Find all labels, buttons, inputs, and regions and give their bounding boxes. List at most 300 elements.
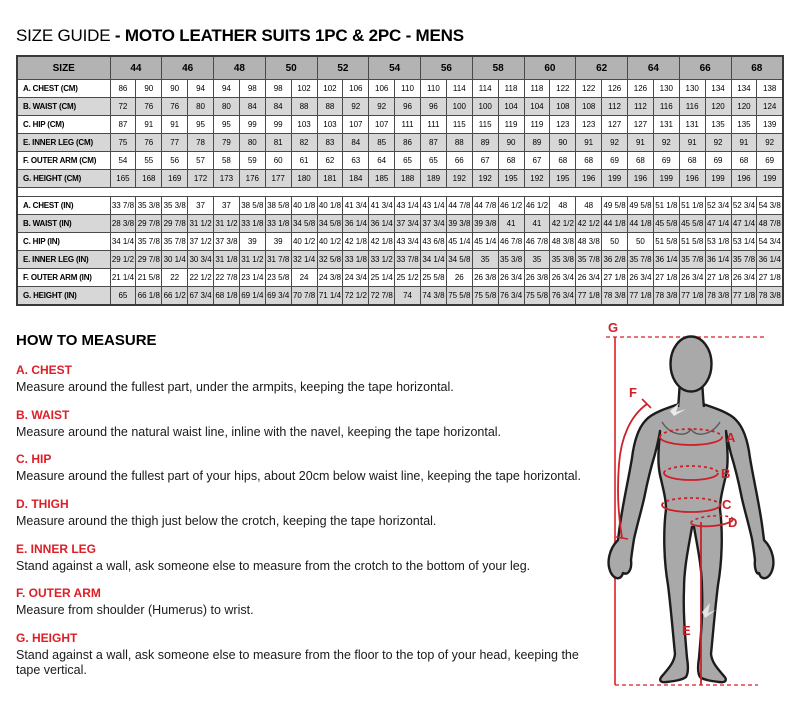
measurement-cell: 66 1/2 — [162, 287, 188, 306]
measurement-cell: 106 — [369, 80, 395, 98]
measurement-cell: 115 — [472, 116, 498, 134]
size-header: 64 — [628, 56, 680, 80]
measurement-cell: 67 3/4 — [188, 287, 214, 306]
measurement-cell: 130 — [653, 80, 679, 98]
measurement-cell: 46 7/8 — [498, 233, 524, 251]
measurement-cell: 35 3/8 — [162, 197, 188, 215]
measurement-cell: 81 — [265, 134, 291, 152]
table-row — [17, 116, 783, 134]
measurement-cell: 126 — [628, 80, 654, 98]
measure-item-text: Measure around the fullest part of your hips, about 20cm below waist line, keeping the tape horizontal. — [16, 469, 581, 484]
measurement-cell: 102 — [317, 80, 343, 98]
measurement-cell: 177 — [265, 170, 291, 188]
measurement-cell: 196 — [628, 170, 654, 188]
measurement-cell: 192 — [472, 170, 498, 188]
measurement-cell: 181 — [317, 170, 343, 188]
measurement-cell: 112 — [602, 98, 628, 116]
measurement-cell: 127 — [628, 116, 654, 134]
measurement-cell: 107 — [369, 116, 395, 134]
measurement-cell: 48 — [550, 197, 576, 215]
figure-head — [671, 337, 712, 392]
measurement-cell: 50 — [602, 233, 628, 251]
measurement-cell: 176 — [239, 170, 265, 188]
measurement-cell: 96 — [395, 98, 421, 116]
measurement-cell: 89 — [472, 134, 498, 152]
row-label: C. HIP (CM) — [17, 116, 110, 134]
measurement-cell: 47 1/4 — [731, 215, 757, 233]
measure-item-text: Stand against a wall, ask someone else to measure from the floor to the top of your head, keeping the tape vertical. — [16, 647, 579, 678]
measurement-cell: 32 5/8 — [317, 251, 343, 269]
measurement-cell: 40 1/2 — [291, 233, 317, 251]
measurement-cell: 68 — [550, 152, 576, 170]
measurement-cell: 37 3/4 — [421, 215, 447, 233]
measurement-cell: 78 3/8 — [602, 287, 628, 306]
measurement-cell: 25 1/4 — [369, 269, 395, 287]
row-label: C. HIP (IN) — [17, 233, 110, 251]
measurement-cell: 26 3/4 — [731, 269, 757, 287]
measurement-cell: 188 — [395, 170, 421, 188]
measurement-cell: 34 5/8 — [446, 251, 472, 269]
measurement-cell: 82 — [291, 134, 317, 152]
measure-item-label: F. OUTER ARM — [16, 586, 101, 601]
measure-item-label: C. HIP — [16, 452, 52, 467]
row-label: F. OUTER ARM (CM) — [17, 152, 110, 170]
measurement-cell: 92 — [757, 134, 783, 152]
figure-label-d: D — [728, 515, 738, 530]
measurement-cell: 68 1/8 — [214, 287, 240, 306]
measure-item-thigh — [16, 497, 601, 530]
measurement-cell: 28 3/8 — [110, 215, 136, 233]
measure-item-text: Measure around the fullest part, under the armpits, keeping the tape horizontal. — [16, 380, 454, 394]
measurement-cell: 30 1/4 — [162, 251, 188, 269]
measurement-cell: 126 — [602, 80, 628, 98]
measurement-cell: 139 — [757, 116, 783, 134]
measurement-cell: 27 1/8 — [653, 269, 679, 287]
measurement-cell: 51 5/8 — [679, 233, 705, 251]
measurement-cell: 68 — [679, 152, 705, 170]
measurement-cell: 57 — [188, 152, 214, 170]
measurement-cell: 29 7/8 — [162, 215, 188, 233]
measurement-cell: 22 7/8 — [214, 269, 240, 287]
measurement-cell: 25 5/8 — [421, 269, 447, 287]
measurement-cell: 33 1/8 — [239, 215, 265, 233]
measurement-cell: 116 — [653, 98, 679, 116]
measurement-cell: 99 — [265, 116, 291, 134]
measurement-cell: 44 1/8 — [602, 215, 628, 233]
measurement-cell: 43 1/4 — [395, 197, 421, 215]
measurement-cell: 48 3/8 — [550, 233, 576, 251]
measurement-cell: 80 — [239, 134, 265, 152]
measurement-cell: 77 1/8 — [731, 287, 757, 306]
measurement-cell: 34 5/8 — [291, 215, 317, 233]
measurement-cell: 42 1/8 — [343, 233, 369, 251]
measurement-cell: 76 — [136, 98, 162, 116]
measurement-cell: 118 — [524, 80, 550, 98]
measurement-cell: 44 7/8 — [472, 197, 498, 215]
measurement-cell: 134 — [705, 80, 731, 98]
measurement-cell: 33 7/8 — [110, 197, 136, 215]
measurement-cell: 90 — [136, 80, 162, 98]
measurement-cell: 127 — [602, 116, 628, 134]
table-row — [17, 197, 783, 215]
measurement-cell: 44 7/8 — [446, 197, 472, 215]
measurement-cell: 47 1/4 — [705, 215, 731, 233]
measurement-cell: 69 3/4 — [265, 287, 291, 306]
size-header: 56 — [421, 56, 473, 80]
measurement-cell: 51 1/8 — [653, 197, 679, 215]
measure-item-hip — [16, 452, 601, 485]
measurement-cell: 68 — [576, 152, 602, 170]
measurement-cell: 34 1/4 — [421, 251, 447, 269]
measure-item-text: Stand against a wall, ask someone else to measure from the crotch to the bottom of your leg. — [16, 558, 531, 573]
measurement-cell: 78 3/8 — [757, 287, 783, 306]
measurement-cell: 30 3/4 — [188, 251, 214, 269]
measurement-cell: 114 — [472, 80, 498, 98]
measurement-cell: 88 — [446, 134, 472, 152]
measurement-cell: 72 1/2 — [343, 287, 369, 306]
measurement-cell: 69 — [653, 152, 679, 170]
measurement-cell: 63 — [343, 152, 369, 170]
size-header: 48 — [214, 56, 266, 80]
measurement-cell: 111 — [421, 116, 447, 134]
measurement-cell: 80 — [214, 98, 240, 116]
measurement-cell: 99 — [239, 116, 265, 134]
measurement-cell: 66 1/8 — [136, 287, 162, 306]
measurement-cell: 88 — [317, 98, 343, 116]
figure-label-c: C — [722, 497, 732, 512]
measurement-cell: 45 1/4 — [472, 233, 498, 251]
measurement-figure-diagram — [602, 318, 796, 704]
measurement-cell: 61 — [291, 152, 317, 170]
how-to-measure-title: HOW TO MEASURE — [16, 332, 157, 349]
measurement-cell: 78 3/8 — [653, 287, 679, 306]
measurement-cell: 52 3/4 — [731, 197, 757, 215]
measurement-cell: 74 3/8 — [421, 287, 447, 306]
measurement-cell: 108 — [550, 98, 576, 116]
measurement-cell: 58 — [214, 152, 240, 170]
measurement-cell: 36 1/4 — [653, 251, 679, 269]
measurement-cell: 103 — [291, 116, 317, 134]
measurement-cell: 68 — [628, 152, 654, 170]
measurement-cell: 100 — [472, 98, 498, 116]
size-header: 54 — [369, 56, 421, 80]
measurement-cell: 43 1/4 — [421, 197, 447, 215]
measurement-cell: 103 — [317, 116, 343, 134]
measurement-cell: 195 — [550, 170, 576, 188]
measure-item-text: Measure around the thigh just below the crotch, keeping the tape horizontal. — [16, 513, 437, 528]
measurement-cell: 35 7/8 — [679, 251, 705, 269]
measurement-cell: 192 — [446, 170, 472, 188]
row-label: G. HEIGHT (CM) — [17, 170, 110, 188]
measurement-cell: 199 — [602, 170, 628, 188]
measurement-cell: 92 — [705, 134, 731, 152]
measurement-cell: 38 5/8 — [265, 197, 291, 215]
measurement-cell: 78 — [188, 134, 214, 152]
size-header: 44 — [110, 56, 162, 80]
measurement-cell: 91 — [731, 134, 757, 152]
measure-item-text: Measure from shoulder (Humerus) to wrist. — [16, 603, 254, 618]
measurement-cell: 52 3/4 — [705, 197, 731, 215]
measurement-cell: 48 7/8 — [757, 215, 783, 233]
measurement-cell: 31 1/2 — [188, 215, 214, 233]
measurement-cell: 24 — [291, 269, 317, 287]
measurement-cell: 37 — [214, 197, 240, 215]
measurement-cell: 110 — [395, 80, 421, 98]
measurement-cell: 36 1/4 — [705, 251, 731, 269]
measure-item-waist — [16, 408, 601, 441]
measurement-cell: 31 1/8 — [214, 251, 240, 269]
page-title-main: - MOTO LEATHER SUITS 1PC & 2PC - MENS — [114, 26, 464, 45]
measurement-cell: 75 5/8 — [446, 287, 472, 306]
figure-label-e: E — [682, 623, 691, 638]
size-header: 58 — [472, 56, 524, 80]
measurement-cell: 95 — [188, 116, 214, 134]
measurement-cell: 21 1/4 — [110, 269, 136, 287]
measurement-cell: 26 3/4 — [498, 269, 524, 287]
measurement-cell: 98 — [239, 80, 265, 98]
measurement-cell: 85 — [369, 134, 395, 152]
measurement-cell: 86 — [110, 80, 136, 98]
measurement-cell: 37 1/2 — [188, 233, 214, 251]
table-row — [17, 233, 783, 251]
measurement-cell: 39 3/8 — [446, 215, 472, 233]
measurement-cell: 86 — [395, 134, 421, 152]
measurement-cell: 120 — [731, 98, 757, 116]
measurement-cell: 108 — [576, 98, 602, 116]
measurement-cell: 46 7/8 — [524, 233, 550, 251]
table-row — [17, 269, 783, 287]
measurement-cell: 54 — [110, 152, 136, 170]
measurement-cell: 41 3/4 — [369, 197, 395, 215]
measurement-cell: 91 — [162, 116, 188, 134]
table-section-spacer — [17, 188, 783, 197]
page-title — [16, 26, 464, 46]
measurement-cell: 165 — [110, 170, 136, 188]
measure-item-text: Measure around the natural waist line, inline with the navel, keeping the tape horizontal. — [16, 424, 502, 439]
measure-item-label: A. CHEST — [16, 363, 73, 377]
measurement-cell: 24 3/8 — [317, 269, 343, 287]
measurement-cell: 35 7/8 — [162, 233, 188, 251]
page-title-prefix: SIZE GUIDE — [16, 26, 115, 45]
measure-item-label: E. INNER LEG — [16, 541, 97, 556]
measurement-cell: 196 — [679, 170, 705, 188]
measurement-cell: 71 1/4 — [317, 287, 343, 306]
measurement-cell: 41 3/4 — [343, 197, 369, 215]
measurement-cell: 26 3/4 — [550, 269, 576, 287]
measurement-cell: 62 — [317, 152, 343, 170]
measurement-cell: 180 — [291, 170, 317, 188]
measurement-cell: 25 1/2 — [395, 269, 421, 287]
size-header: 46 — [162, 56, 214, 80]
measurement-cell: 45 5/8 — [653, 215, 679, 233]
measurement-cell: 77 1/8 — [679, 287, 705, 306]
how-to-measure-section — [16, 332, 601, 691]
table-row — [17, 98, 783, 116]
measurement-cell: 118 — [498, 80, 524, 98]
measure-item-label: B. WAIST — [16, 407, 70, 422]
row-label: E. INNER LEG (CM) — [17, 134, 110, 152]
measurement-cell: 60 — [265, 152, 291, 170]
measurement-cell: 135 — [705, 116, 731, 134]
measurement-cell: 111 — [395, 116, 421, 134]
measurement-cell: 76 3/4 — [550, 287, 576, 306]
measurement-cell: 116 — [679, 98, 705, 116]
measurement-cell: 91 — [136, 116, 162, 134]
measurement-cell: 35 — [472, 251, 498, 269]
measurement-cell: 69 — [602, 152, 628, 170]
measurement-cell: 26 3/4 — [576, 269, 602, 287]
measurement-cell: 119 — [498, 116, 524, 134]
measurement-cell: 33 1/8 — [343, 251, 369, 269]
measurement-cell: 54 3/4 — [757, 233, 783, 251]
table-row — [17, 170, 783, 188]
measurement-cell: 79 — [214, 134, 240, 152]
measurement-cell: 84 — [239, 98, 265, 116]
measurement-cell: 37 — [188, 197, 214, 215]
row-label: A. CHEST (IN) — [17, 197, 110, 215]
measurement-cell: 78 3/8 — [705, 287, 731, 306]
measurement-cell: 83 — [317, 134, 343, 152]
measurement-cell: 26 3/8 — [472, 269, 498, 287]
measurement-cell: 119 — [524, 116, 550, 134]
measurement-cell: 75 5/8 — [524, 287, 550, 306]
table-row — [17, 215, 783, 233]
measurement-cell: 66 — [446, 152, 472, 170]
measurement-cell: 42 1/2 — [576, 215, 602, 233]
measurement-cell: 49 5/8 — [602, 197, 628, 215]
measurement-cell: 39 3/8 — [472, 215, 498, 233]
measurement-cell: 64 — [369, 152, 395, 170]
size-guide-table-container — [16, 55, 784, 306]
measurement-cell: 41 — [524, 215, 550, 233]
measurement-cell: 35 3/8 — [136, 197, 162, 215]
table-row — [17, 152, 783, 170]
measurement-cell: 69 — [757, 152, 783, 170]
row-label: B. WAIST (IN) — [17, 215, 110, 233]
measurement-cell: 124 — [757, 98, 783, 116]
measurement-cell: 75 — [110, 134, 136, 152]
measurement-cell: 22 1/2 — [188, 269, 214, 287]
measurement-cell: 39 — [239, 233, 265, 251]
size-header: 60 — [524, 56, 576, 80]
table-row — [17, 287, 783, 306]
measurement-cell: 22 — [162, 269, 188, 287]
measurement-cell: 199 — [653, 170, 679, 188]
measurement-cell: 27 1/8 — [757, 269, 783, 287]
measurement-cell: 120 — [705, 98, 731, 116]
measure-item-inner-leg — [16, 542, 601, 575]
measurement-cell: 51 1/8 — [679, 197, 705, 215]
measurement-cell: 26 — [446, 269, 472, 287]
measurement-cell: 31 1/2 — [214, 215, 240, 233]
measurement-cell: 90 — [550, 134, 576, 152]
measurement-cell: 138 — [757, 80, 783, 98]
row-label: G. HEIGHT (IN) — [17, 287, 110, 306]
measurement-cell: 68 — [731, 152, 757, 170]
measurement-cell: 36 1/4 — [343, 215, 369, 233]
row-label: E. INNER LEG (IN) — [17, 251, 110, 269]
measurement-cell: 29 7/8 — [136, 251, 162, 269]
measurement-cell: 189 — [421, 170, 447, 188]
row-label: B. WAIST (CM) — [17, 98, 110, 116]
measurement-cell: 67 — [472, 152, 498, 170]
measurement-cell: 29 1/2 — [110, 251, 136, 269]
measurement-cell: 31 7/8 — [265, 251, 291, 269]
measurement-cell: 87 — [110, 116, 136, 134]
measurement-cell: 123 — [576, 116, 602, 134]
measurement-cell: 72 7/8 — [369, 287, 395, 306]
measurement-cell: 46 1/2 — [498, 197, 524, 215]
figure-label-a: A — [726, 430, 736, 445]
size-header: 68 — [731, 56, 783, 80]
measurement-cell: 91 — [576, 134, 602, 152]
measurement-cell: 169 — [162, 170, 188, 188]
measurement-cell: 94 — [188, 80, 214, 98]
measurement-cell: 56 — [162, 152, 188, 170]
size-header: 50 — [265, 56, 317, 80]
measurement-cell: 26 3/4 — [679, 269, 705, 287]
measurement-cell: 84 — [265, 98, 291, 116]
measurement-cell: 131 — [653, 116, 679, 134]
measurement-cell: 39 — [265, 233, 291, 251]
measurement-cell: 40 1/8 — [291, 197, 317, 215]
measurement-cell: 92 — [602, 134, 628, 152]
measurement-cell: 192 — [524, 170, 550, 188]
measurement-cell: 90 — [498, 134, 524, 152]
measurement-cell: 27 1/8 — [705, 269, 731, 287]
size-column-header: SIZE — [17, 56, 110, 80]
measurement-cell: 55 — [136, 152, 162, 170]
measure-item-outer-arm — [16, 586, 601, 619]
measurement-cell: 45 1/4 — [446, 233, 472, 251]
measurement-cell: 76 3/4 — [498, 287, 524, 306]
measurement-cell: 51 5/8 — [653, 233, 679, 251]
measurement-cell: 37 3/4 — [395, 215, 421, 233]
measurement-cell: 35 — [524, 251, 550, 269]
measurement-cell: 49 5/8 — [628, 197, 654, 215]
measurement-cell: 91 — [628, 134, 654, 152]
measurement-cell: 36 2/8 — [602, 251, 628, 269]
measurement-cell: 77 1/8 — [576, 287, 602, 306]
measurement-cell: 173 — [214, 170, 240, 188]
size-header: 52 — [317, 56, 369, 80]
measurement-cell: 100 — [446, 98, 472, 116]
measurement-cell: 195 — [498, 170, 524, 188]
measurement-cell: 36 1/4 — [757, 251, 783, 269]
measurement-cell: 43 6/8 — [421, 233, 447, 251]
measurement-cell: 87 — [421, 134, 447, 152]
measurement-cell: 31 1/2 — [239, 251, 265, 269]
row-label: F. OUTER ARM (IN) — [17, 269, 110, 287]
measurement-cell: 106 — [343, 80, 369, 98]
measurement-cell: 35 7/8 — [628, 251, 654, 269]
measurement-cell: 35 3/8 — [550, 251, 576, 269]
measurement-cell: 67 — [524, 152, 550, 170]
measurement-cell: 35 7/8 — [731, 251, 757, 269]
measurement-cell: 199 — [705, 170, 731, 188]
measurement-cell: 26 3/8 — [524, 269, 550, 287]
table-section-in — [17, 197, 783, 306]
measurement-cell: 35 7/8 — [576, 251, 602, 269]
measurement-cell: 94 — [214, 80, 240, 98]
measurement-cell: 80 — [188, 98, 214, 116]
measurement-cell: 107 — [343, 116, 369, 134]
measure-item-label: D. THIGH — [16, 496, 69, 511]
measurement-cell: 44 1/8 — [628, 215, 654, 233]
measurement-cell: 90 — [162, 80, 188, 98]
table-row — [17, 80, 783, 98]
size-header: 66 — [679, 56, 731, 80]
